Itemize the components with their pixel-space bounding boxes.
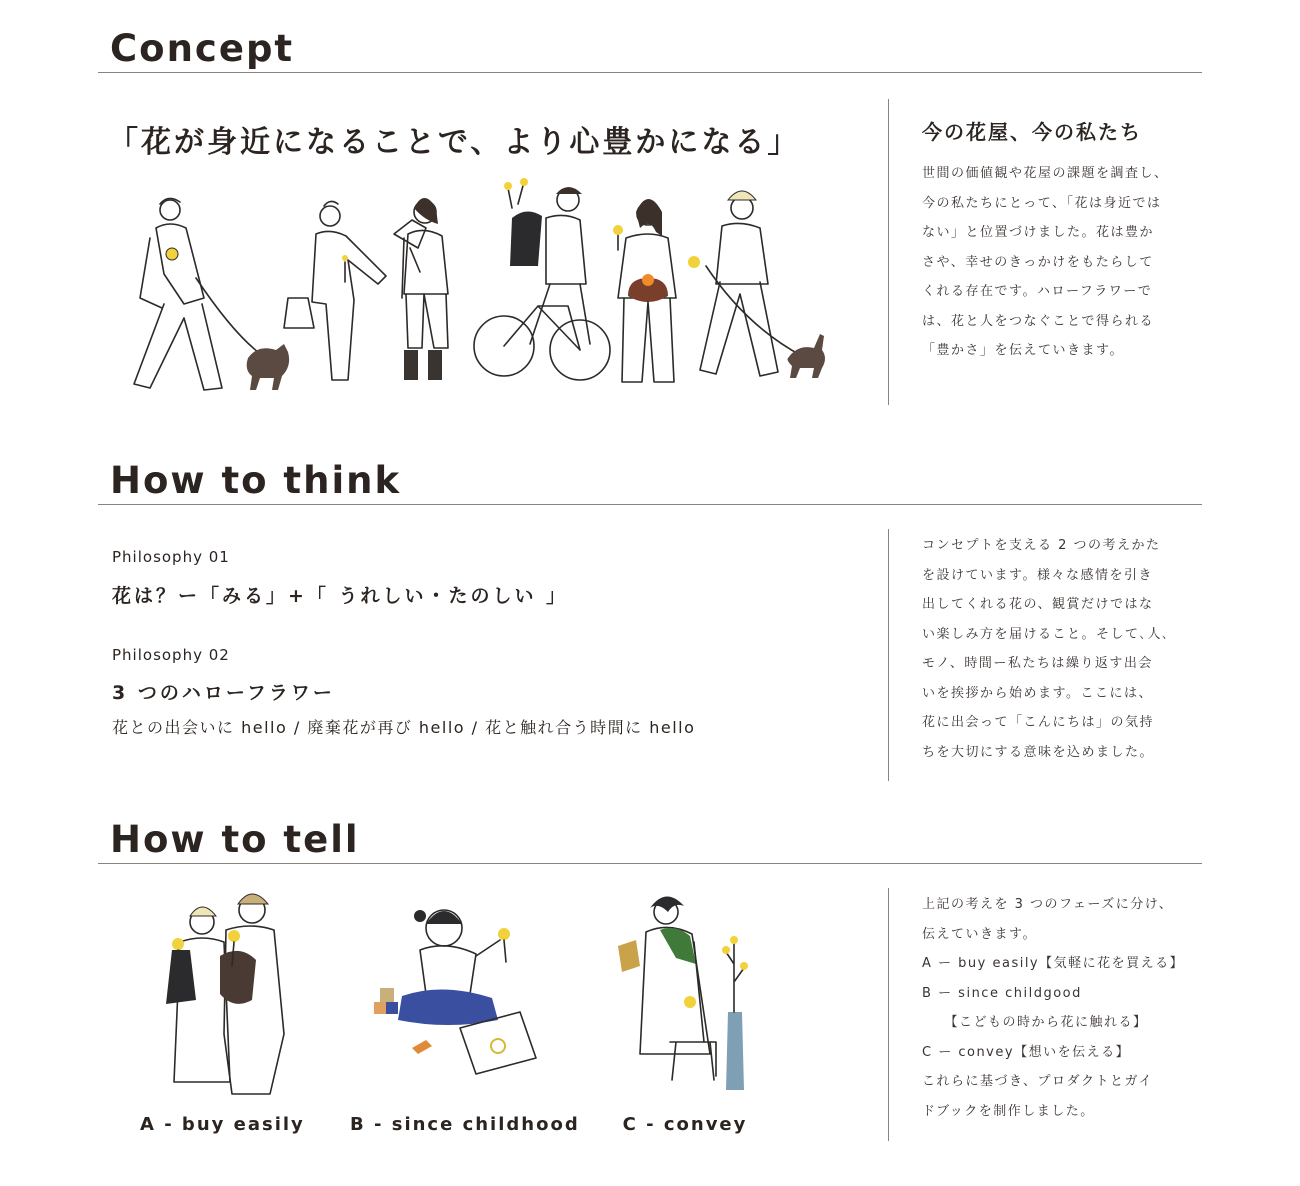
text-line: 【こどもの時から花に触れる】 (922, 1015, 1148, 1030)
philosophy-02-heading: 3 つのハローフラワー (112, 682, 335, 704)
text-line: モノ、時間ー私たちは繰り返す出会 (922, 656, 1153, 671)
text-line: いを挨拶から始めます。ここには、 (922, 685, 1153, 701)
how-to-tell-divider (98, 863, 1202, 864)
concept-quote: 「花が身近になることで、より心豊かになる」 (108, 125, 801, 160)
caption-b: B - since childhood (350, 1114, 580, 1135)
text-line: さや、幸せのきっかけをもたらして (922, 254, 1154, 270)
text-line: A ー buy easily【気軽に花を買える】 (922, 956, 1185, 971)
how-to-think-divider (98, 504, 1202, 505)
concept-side-text (922, 159, 1184, 366)
person-with-dog-figure (134, 198, 289, 390)
caption-c: C - convey (622, 1114, 748, 1135)
philosophy-02-subtext: 花との出会いに hello / 廃棄花が再び hello / 花と触れ合う時間に hello (112, 718, 696, 737)
text-line: B ー since childgood (922, 985, 1082, 1001)
text-line: これらに基づき、プロダクトとガイ (922, 1074, 1154, 1089)
how-to-tell-side-text (922, 890, 1212, 1126)
concept-title: Concept (110, 27, 295, 70)
text-line: を設けています。様々な感情を引き (922, 567, 1153, 583)
philosophy-02-label: Philosophy 02 (112, 646, 230, 664)
text-line: コンセプトを支える 2 つの考えかた (922, 538, 1161, 553)
text-line: 花に出会って「こんにちは」の気持 (922, 715, 1155, 730)
text-line: 世間の価値観や花屋の課題を調査し、 (922, 166, 1169, 181)
person-with-basket-figure (613, 199, 676, 382)
couple-with-dog-illustration (150, 890, 290, 1095)
text-line: ない」と位置づけました。花は豊か (922, 225, 1155, 240)
person-with-bag-figure (284, 201, 386, 380)
child-playing-illustration (372, 900, 547, 1080)
caption-a: A - buy easily (140, 1114, 305, 1135)
how-to-tell-vertical-divider (888, 888, 889, 1141)
how-to-think-vertical-divider (888, 529, 889, 781)
how-to-think-side-text (922, 531, 1184, 767)
text-line: 伝えていきます。 (922, 926, 1037, 942)
person-on-bicycle-figure (474, 178, 610, 380)
people-walking-with-flowers-illustration (120, 178, 840, 403)
text-line: ちを大切にする意味を込めました。 (922, 744, 1155, 760)
how-to-tell-title: How to tell (110, 818, 360, 861)
concept-side-heading: 今の花屋、今の私たち (922, 120, 1142, 144)
text-line: い楽しみ方を届けること。そして､人､ (922, 626, 1171, 642)
how-to-think-title: How to think (110, 459, 402, 502)
concept-vertical-divider (888, 99, 889, 405)
person-with-rabbit-dog-figure (688, 191, 825, 378)
text-line: 出してくれる花の、観賞だけではな (922, 597, 1154, 612)
person-with-bouquet-figure (394, 198, 448, 380)
text-line: くれる存在です。ハローフラワーで (922, 284, 1153, 299)
philosophy-01-heading: 花は？ー「みる」+「 うれしい・たのしい 」 (112, 585, 569, 607)
person-reading-illustration (610, 892, 760, 1092)
text-line: C ー convey【想いを伝える】 (922, 1044, 1131, 1060)
text-line: は、花と人をつなぐことで得られる (922, 313, 1155, 329)
concept-divider (98, 72, 1202, 73)
text-line: ドブックを制作しました。 (922, 1103, 1095, 1119)
text-line: 上記の考えを 3 つのフェーズに分け、 (922, 897, 1174, 912)
text-line: 今の私たちにとって、「花は身近では (922, 195, 1162, 211)
philosophy-01-label: Philosophy 01 (112, 548, 230, 566)
text-line: 「豊かさ」を伝えていきます。 (922, 343, 1124, 358)
